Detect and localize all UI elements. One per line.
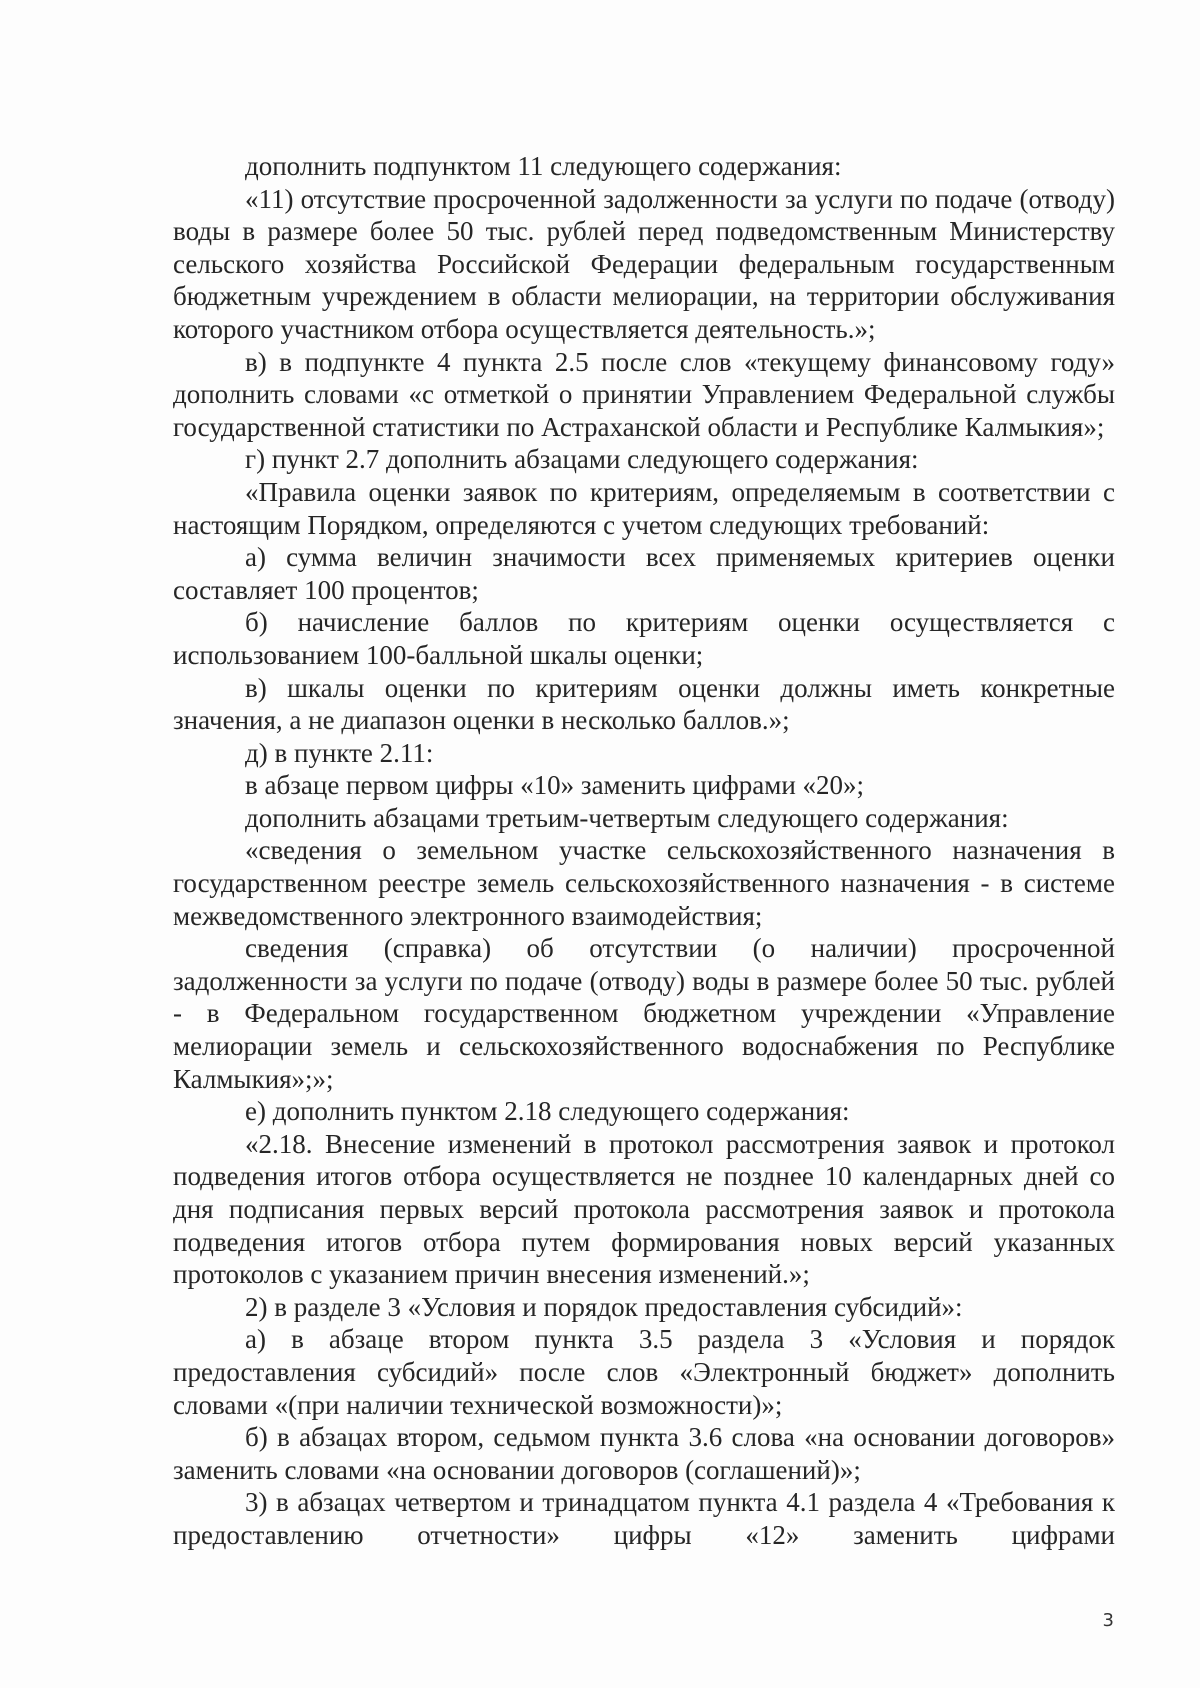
paragraph-9: д) в пункте 2.11: [245,737,434,768]
paragraph-4: г) пункт 2.7 дополнить абзацами следующего содержания: [245,444,919,475]
paragraph-8: в) шкалы оценки по критериям оценки должны иметь конкретные значения, а не диапазон оценки в несколько баллов.»; [173,672,1115,736]
paragraph-6: а) сумма величин значимости всех применяемых критериев оценки составляет 100 процентов; [173,542,1115,605]
paragraph-3: в) в подпункте 4 пункта 2.5 после слов «текущему финансовому году» дополнить словами «с отметкой о принятии Управлением Федеральной службы государственной статистики по Астраханской области и Республике Калмыкия»; [173,346,1115,442]
document-body [173,150,1115,1552]
paragraph-5: «Правила оценки заявок по критериям, определяемым в соответствии с настоящим Порядком, определяются с учетом следующих требований: [173,476,1115,540]
paragraph-15: «2.18. Внесение изменений в протокол рассмотрения заявок и протокол подведения итогов отбора осуществляется не позднее 10 календарных дней со дня подписания первых версий протокола рассмотрения заявок и протокола подведения итогов отбора путем формирования новых версий указанных протоколов с указанием причин внесения изменений.»; [173,1128,1115,1290]
paragraph-13: сведения (справка) об отсутствии (о наличии) просроченной задолженности за услуги по подаче (отводу) воды в размере более 50 тыс. рублей - в Федеральном государственном бюджетном учреждении «Управление мелиорации земель и сельскохозяйственного водоснабжения по Республике Калмыкия»;»; [173,933,1115,1094]
paragraph-16: 2) в разделе 3 «Условия и порядок предоставления субсидий»: [245,1291,963,1322]
paragraph-18: б) в абзацах втором, седьмом пункта 3.6 слова «на основании договоров» заменить словами «на основании договоров (соглашений)»; [173,1422,1115,1485]
paragraph-12: «сведения о земельном участке сельскохозяйственного назначения в государственном реестре земель сельскохозяйственного назначения - в системе межведомственного электронного взаимодействия; [173,835,1115,931]
page-number: 3 [1102,1610,1114,1631]
paragraph-7: б) начисление баллов по критериям оценки осуществляется с использованием 100-балльной шкалы оценки; [173,607,1115,670]
paragraph-2: «11) отсутствие просроченной задолженности за услуги по подаче (отводу) воды в размере более 50 тыс. рублей перед подведомственным Министерству сельского хозяйства Российской Федерации федеральным государственным бюджетным учреждением в области мелиорации, на территории обслуживания которого участником отбора осуществляется деятельность.»; [173,183,1115,344]
paragraph-17: а) в абзаце втором пункта 3.5 раздела 3 «Условия и порядок предоставления субсидий» после слов «Электронный бюджет» дополнить словами «(при наличии технической возможности)»; [173,1324,1115,1420]
paragraph-14: е) дополнить пунктом 2.18 следующего содержания: [245,1096,850,1127]
paragraph-10: в абзаце первом цифры «10» заменить цифрами «20»; [245,770,865,801]
paragraph-19: 3) в абзацах четвертом и тринадцатом пункта 4.1 раздела 4 «Требования к предоставлению отчетности» цифры «12» заменить цифрами [173,1487,1115,1550]
paragraph-1: дополнить подпунктом 11 следующего содержания: [245,151,842,181]
paragraph-11: дополнить абзацами третьим-четвертым следующего содержания: [245,802,1009,833]
